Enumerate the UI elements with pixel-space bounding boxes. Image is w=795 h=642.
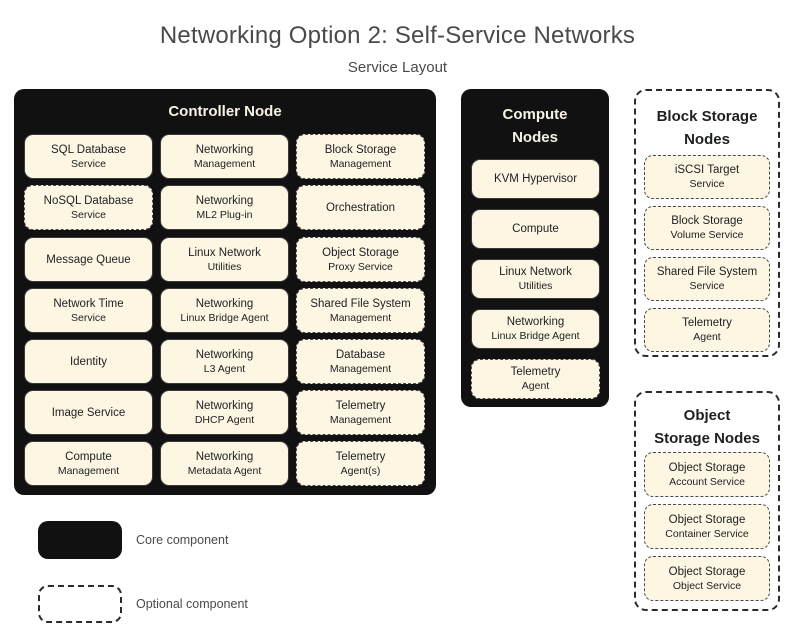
service-label-line1: Object Storage [668,461,746,474]
legend-swatch-core [38,521,122,559]
service-box[interactable] [160,237,289,282]
service-box[interactable] [160,185,289,230]
service-box[interactable] [296,185,425,230]
group-title-compute: Compute Nodes [502,106,568,146]
service-box[interactable] [24,237,153,282]
service-label-line2: Metadata Agent [187,464,262,477]
service-label-line1: Networking [195,399,254,412]
legend-label-core: Core component [136,533,229,547]
service-label-line2: Linux Bridge Agent [180,311,269,324]
service-box[interactable] [296,390,425,435]
service-label-line1: Networking [195,297,254,310]
service-label-line2: Management [57,464,120,477]
service-box[interactable] [24,185,153,230]
group-title-controller: Controller Node [168,103,282,120]
service-label-line1: Networking [195,348,254,361]
service-label-line2: Agent [693,331,721,343]
service-label-line2: Service [70,208,106,221]
service-label-line1: Object Storage [322,246,399,259]
service-label-line2: DHCP Agent [194,413,255,426]
service-label-line1: Network Time [53,297,124,310]
service-label-line2: Management [329,362,392,375]
service-label-line2: Proxy Service [328,260,393,273]
service-label-line1: Orchestration [325,201,396,214]
service-box[interactable] [644,308,770,352]
service-box[interactable] [644,504,770,549]
service-box[interactable] [24,288,153,333]
service-label-line2: Management [329,157,392,170]
service-label-line1: Networking [195,143,254,156]
service-box[interactable] [296,441,425,486]
service-label-line2: ML2 Plug-in [196,208,253,221]
service-label-line1: Telemetry [335,450,386,463]
service-box[interactable] [471,159,600,199]
service-box[interactable] [296,288,425,333]
service-label-line2: Object Service [672,579,742,592]
legend-swatch-optional [38,585,122,623]
service-label-line1: NoSQL Database [43,194,134,207]
service-box[interactable] [644,257,770,301]
service-label-line1: Identity [69,355,108,368]
group-title-block-storage: Block Storage Nodes [656,108,758,148]
page-subtitle: Service Layout [347,59,448,76]
service-box[interactable] [644,206,770,250]
service-label-line1: Object Storage [668,565,746,578]
service-box[interactable] [160,288,289,333]
legend-label-optional: Optional component [136,597,248,611]
service-label-line2: Account Service [669,475,745,488]
service-label-line2: Agent(s) [340,464,381,477]
service-box[interactable] [471,259,600,299]
service-label-line2: Management [193,157,256,170]
service-box[interactable] [24,339,153,384]
service-label-line2: Container Service [665,527,749,540]
service-box[interactable] [471,359,600,399]
service-label-line2: L3 Agent [203,362,246,375]
service-box[interactable] [24,134,153,179]
service-label-line2: Linux Bridge Agent [491,330,580,342]
service-label-line2: Management [329,311,392,324]
service-box[interactable] [296,237,425,282]
service-label-line1: Image Service [51,406,126,419]
service-label-line1: iSCSI Target [674,164,740,176]
service-label-line1: Linux Network [499,266,572,278]
service-label-line1: Compute [65,450,112,463]
service-label-line1: Linux Network [188,246,261,259]
service-label-line1: Telemetry [682,317,732,329]
service-label-line1: Telemetry [335,399,386,412]
service-box[interactable] [160,339,289,384]
service-box[interactable] [24,390,153,435]
group-title-object-storage: Object Storage Nodes [654,407,760,447]
service-label-line2: Service [689,178,725,190]
service-label-line1: Message Queue [46,253,131,266]
service-label-line1: Networking [506,316,565,328]
service-box[interactable] [471,209,600,249]
service-box[interactable] [296,339,425,384]
service-label-line2: Management [329,413,392,426]
service-label-line1: Shared File System [310,297,411,310]
service-label-line1: Networking [195,450,254,463]
service-label-line1: Compute [512,223,559,235]
service-label-line2: Service [689,280,725,292]
service-box[interactable] [296,134,425,179]
service-box[interactable] [644,452,770,497]
service-label-line1: Networking [195,194,254,207]
service-label-line2: Agent [521,380,550,392]
service-label-line2: Utilities [518,280,553,292]
service-label-line1: Shared File System [656,266,758,278]
service-label-line1: SQL Database [50,143,126,156]
service-box[interactable] [644,556,770,601]
service-label-line1: KVM Hypervisor [493,173,578,185]
service-label-line1: Block Storage [671,215,743,227]
service-label-line1: Database [335,348,386,361]
service-box[interactable] [644,155,770,199]
service-label-line2: Utilities [207,260,242,273]
service-label-line1: Telemetry [510,366,561,378]
service-box[interactable] [471,309,600,349]
service-label-line2: Volume Service [670,229,744,241]
service-box[interactable] [24,441,153,486]
service-label-line2: Service [70,311,106,324]
service-box[interactable] [160,134,289,179]
service-label-line2: Service [70,157,106,170]
page-title: Networking Option 2: Self-Service Networks [159,22,636,49]
service-label-line1: Object Storage [668,513,746,526]
service-box[interactable] [160,390,289,435]
service-box[interactable] [160,441,289,486]
service-label-line1: Block Storage [324,143,397,156]
